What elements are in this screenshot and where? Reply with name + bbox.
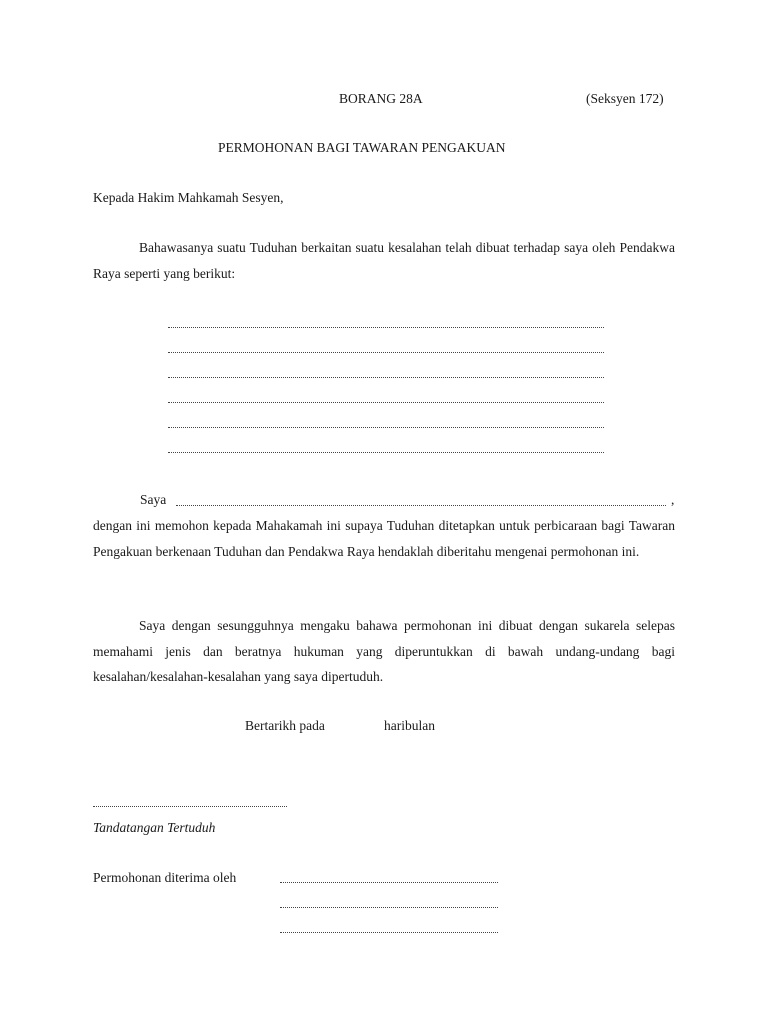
application-paragraph: dengan ini memohon kepada Mahakamah ini supaya Tuduhan ditetapkan untuk perbicaraan bagi Tawaran Pengakuan berkenaan Tuduhan dan Pendakwa Raya hendaklah diberitahu mengenai permohonan ini.	[93, 518, 675, 559]
received-by-label: Permohonan diterima oleh	[93, 870, 237, 885]
received-by-blank-line-2	[280, 907, 498, 908]
charge-blank-line-6	[168, 452, 604, 453]
charge-blank-line-1	[168, 327, 604, 328]
form-number: BORANG 28A	[339, 91, 423, 106]
charge-paragraph	[93, 235, 675, 286]
declaration-paragraph	[93, 613, 675, 690]
charge-blank-line-4	[168, 402, 604, 403]
declaration-paragraph-text: Saya dengan sesungguhnya mengaku bahawa permohonan ini dibuat dengan sukarela selepas memahami jenis dan beratnya hukuman yang diperuntukkan di bawah undang-undang bagi kesalahan/kesalahan-kesalahan yang saya dipertuduh.	[93, 618, 675, 684]
received-by-blank-line-1	[280, 882, 498, 883]
date-label: Bertarikh pada	[245, 718, 325, 733]
charge-blank-line-3	[168, 377, 604, 378]
charge-paragraph-text: Bahawasanya suatu Tuduhan berkaitan suatu kesalahan telah dibuat terhadap saya oleh Pendakwa Raya seperti yang berikut:	[93, 240, 675, 281]
received-by-blank-line-3	[280, 932, 498, 933]
section-reference: (Seksyen 172)	[586, 91, 664, 106]
signature-blank	[93, 806, 287, 807]
salutation: Kepada Hakim Mahkamah Sesyen,	[93, 190, 284, 205]
accused-name-blank	[176, 505, 666, 506]
saya-label: Saya	[140, 492, 167, 507]
charge-blank-line-5	[168, 427, 604, 428]
signature-label: Tandatangan Tertuduh	[93, 820, 216, 835]
charge-blank-line-2	[168, 352, 604, 353]
form-title: PERMOHONAN BAGI TAWARAN PENGAKUAN	[218, 140, 506, 155]
haribulan-label: haribulan	[384, 718, 435, 733]
saya-comma: ,	[671, 492, 675, 507]
